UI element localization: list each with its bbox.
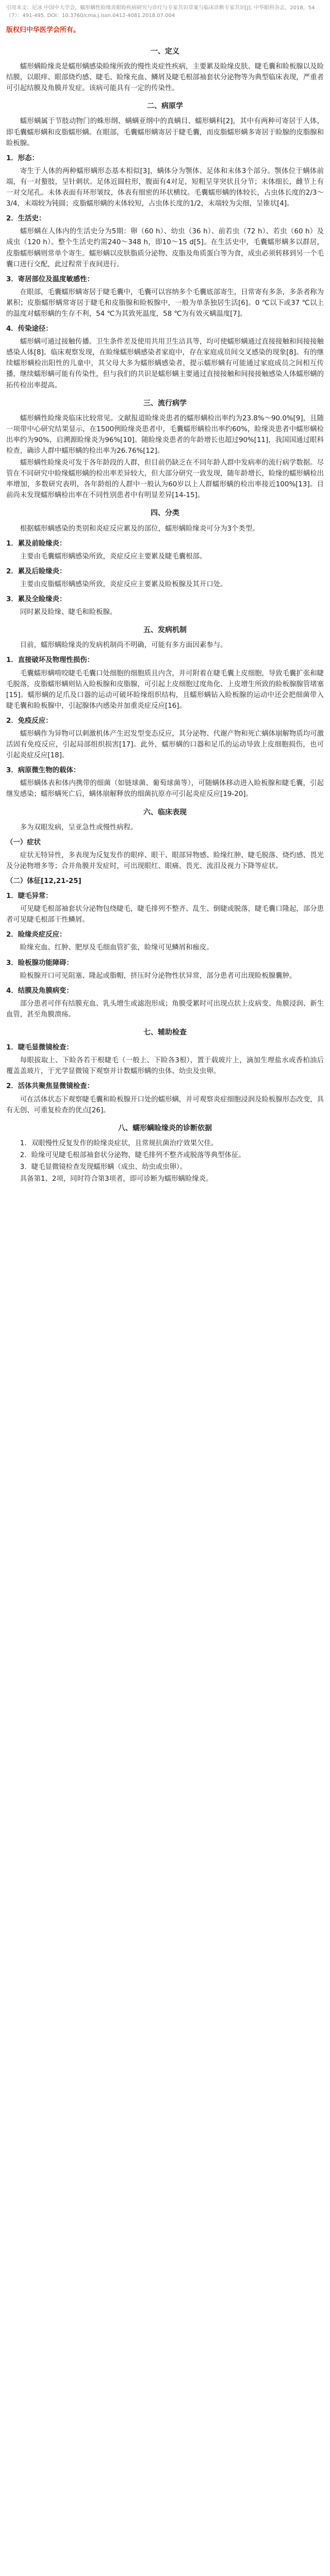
subsection-heading: 1．直接破坏及物理性损伤： xyxy=(6,656,94,665)
paragraph: 蠕形螨性睑缘炎临床比较常见。文献报道睑缘炎患者的蠕形螨检出率约为23.8%～90.0%[9]，且随一项带中心研究结果显示，在1500例睑缘炎患者中，毛囊蠕形螨检出率约60%，睑缘炎患者中蠕形螨检出率约为90%，启溯源睑缘炎为96%[10]。随睑缘炎患者的年龄增长也超过90%[11]，我国国通过眼科检查，确诊人群中蠕形螨的检出率为26.76%[12]。 xyxy=(6,414,324,455)
subsection-heading: 2．免疫反应： xyxy=(6,717,53,725)
section-title: 四、分类 xyxy=(151,509,179,518)
paragraph: 可见睫毛根部袖套状分泌物包绕睫毛，睫毛排列不整齐、乱生、倒睫或脱落，睫毛囊口隆起，部分患者可见睫毛根部干性鳞屑。 xyxy=(6,905,324,924)
paragraph: 同时累及睑缘、睫毛和睑板腺。 xyxy=(20,608,117,617)
paragraph: 可在活体状态下观察睫毛囊和睑板腺开口处的蠕形螨，并可观察炎症细胞浸润及睑板腺形态改变，具有无创、可重复检查的优点[26]。 xyxy=(6,1095,324,1114)
subsection-heading: 2．睑缘炎症反应： xyxy=(6,931,67,939)
copyright-notice: 版权归中华医学会所有。 xyxy=(6,26,80,34)
section-title: 二、病原学 xyxy=(147,102,183,111)
paragraph: 睑缘充血、红肿、肥厚及毛细血管扩张，睑缘可见鳞屑和痂皮。 xyxy=(20,944,213,952)
paragraph: 蠕形螨作为异物可以刺激机体产生迟发型变态反应，其分泌物、代谢产物和死亡螨体崩解物质均可激活固有免疫反应，引起局部组织损害[17]。此外，蠕形螨的口器和足爪的运动导致上皮细胞损伤，也可引起炎症反应[18]。 xyxy=(6,730,324,760)
subsection-heading: 1．形态： xyxy=(6,154,39,162)
paragraph: 蠕形螨属于节肢动物门的蛛形纲、螨螨亚纲中的真螨目、蠕形螨科[2]，其中有两种可寄居于人体，即毛囊蠕形螨和皮脂蠕形螨。在眼部，毛囊蠕形螨寄居于睫毛囊，而皮脂蠕形螨多寄居于睑腺的皮脂腺和睑板腺。 xyxy=(6,117,324,147)
section-title: 五、发病机制 xyxy=(143,626,187,635)
paragraph: 毛囊蠕形螨啃咬睫毛毛囊口处细胞的细胞质且内含，并可附着在睫毛囊上皮细胞，导致毛囊扩张和睫毛脱落，皮脂蠕形螨则钻入睑板腺和皮脂腺，可引起上皮细胞过度角化、上皮增生所致的睑板腺腺管堵塞[15]。蠕形螨的足爪及口器的运动可破坏睑缘组织结构，且蠕形螨钻入睑板腺的运动中还会把细菌带入睫毛囊和睑板腺中，引起腺体内感染并加重炎症反应[16]。 xyxy=(6,669,324,710)
paragraph: 根据蠕形螨感染的类别和炎症反应累及的部位，蠕形螨睑缘炎可分为3个类型。 xyxy=(20,524,259,533)
subsection-heading: 3．寄居部位及温度敏感性： xyxy=(6,275,94,283)
paragraph: 目前，蠕形螨睑缘炎的发病机制尚不明确，可能有多方面因素参与。 xyxy=(20,641,227,650)
paragraph: 蠕形螨体表和体内携带的细菌（如链球菌、葡萄球菌等），可随螨体移动进入睑板腺和睫毛囊，引起继发感染；蠕形螨死亡后，螨体崩解释放的细菌抗原亦可引起炎症反应[19-20]。 xyxy=(6,779,324,799)
paragraph: 睑板腺开口可见阻塞、隆起或脂帽，挤压时分泌物性状异常，部分患者可出现睑板腺囊肿。 xyxy=(20,972,296,980)
subsection-heading: 2．活体共聚焦显微镜检查： xyxy=(6,1082,94,1091)
paragraph: 每眼拔取上、下睑各若干根睫毛（一般上、下睑各3根），置于载玻片上，滴加生理盐水或香柏油后覆盖盖玻片，于光学显微镜下观察并计数蠕形螨的虫体、幼虫及虫卵。 xyxy=(6,1057,324,1076)
paragraph: 寄生于人体的两种蠕形螨形态基本相似[3]，螨体分为颚体、足体和末体3个部分。颚体位于螨体前端，有一对螯肢，呈针刺状。足体近圆柱形，腹面有4对足，短粗呈芽突状且分节；末体细长，雌节上有一对交尾孔。未体表面有环形皱纹，体表有细密的环状横纹。毛囊蠕形螨的体较长，占虫体长度的2/3～3/4，末端较为钝圆；皮脂蠕形螨的末体较短，占虫体长度的1/2，末端较为尖细，呈锥状[4]。 xyxy=(6,167,324,208)
paragraph: 具备第1、2项，同时符合第3项者，即可诊断为蠕形螨睑缘炎。 xyxy=(20,1175,213,1183)
paragraph: 蠕形螨睑缘炎是蠕形螨感染睑缘所致的慢性炎症性疾病，主要累及睑缘皮肤、睫毛囊和睑板腺以及睑结膜，以眼痒、眼部烧灼感、睫毛、睑缘充血、鳞屑及睫毛根部袖套状分泌物等为典型临床表现，严重者可引起结膜及角膜并发症。该病可能具有一定的传染性。 xyxy=(6,63,324,93)
subsection-heading: 4．传染途径： xyxy=(6,325,53,333)
subsection-heading: 1．累及前睑缘炎： xyxy=(6,539,67,548)
subsection-heading: （二）体征[12,21-25] xyxy=(6,877,81,885)
paragraph: 主要由毛囊蠕形螨感染所致，炎症反应主要累及睫毛囊根部。 xyxy=(20,552,207,561)
subsection-heading: 2．累及后睑缘炎： xyxy=(6,567,67,575)
paragraph: 2．睑缘可见睫毛根部袖套状分泌物、睫毛排列不整齐或脱落等典型体征。 xyxy=(20,1151,245,1159)
paragraph: 症状无特异性，多表现为反复发作的眼痒、眼干、眼部异物感、睑缘红肿、睫毛脱落、烧灼感、畏光及分泌物增多等；合并角膜并发症时，可出现眼红、眼痛、畏光、流泪及视力下降等症状。 xyxy=(6,851,324,870)
citation-header: 引用本文：尼冰 中国中大学会，蠕形螨性睑缘炎眼睑疾病研究与诊疗与专家共识草案与临床诊断专家共识[J]. 中华眼科杂志，2018，54（7）：491-495. DOI：10.3760/cma.j.issn.0412-4081.2018.07.004 xyxy=(6,5,315,19)
paragraph: 蠕形螨性睑缘炎可发于各年龄段的人群，但目前仍缺乏在不同年龄人群中发病率的流行病学数据。尽管在不同研究中睑缘蠕形螨的检出率差异较大，但大部分研究一致发现，随年龄增长，睑缘的蠕形螨检出率增加，多数研究表明，各年龄组的人群中一般认为60岁以上人群蠕形螨的检出率接近100%[13]。目前尚未发现蠕形螨检出率在不同性别患者中有明显差异[14-15]。 xyxy=(6,459,324,500)
section-title: 八、蠕形螨睑缘炎的诊断依据 xyxy=(118,1124,212,1132)
section-title: 六、临床表现 xyxy=(143,808,187,817)
subsection-heading: 3．睑板腺功能障碍： xyxy=(6,959,73,967)
section-title: 三、流行病学 xyxy=(143,399,187,408)
subsection-heading: 1．睫毛异常： xyxy=(6,892,53,901)
article-body xyxy=(0,46,330,1184)
paragraph: 在眼部，毛囊蠕形螨寄居于睫毛囊中，毛囊可以容纳多个毛囊底部寄生，日常寄有多条，多条者称为累积；皮脂蠕形螨常寄居于睫毛和皮脂腺和睑板腺中，一般为单条独居生活[6]。0 ℃以下或37 ℃以上的温度对蠕形螨的生存不利，54 ℃为其致死温度，58 ℃为有效灭螨温度[7]。 xyxy=(6,288,324,318)
subsection-heading: 4．结膜及角膜病变： xyxy=(6,987,73,995)
paragraph: 部分患者可伴有结膜充血、乳头增生或滤泡形成；角膜受累时可出现点状上皮病变、角膜浸润、新生血管，甚至角膜溃疡。 xyxy=(6,999,324,1019)
paragraph: 蠕形螨可通过接触传播。卫生条件差及使用共用卫生洁具等，均可使蠕形螨通过直接接触和间接接触感染人体[8]。临床观察发现，在睑缘蠕形螨感染者家庭中，存在家庭成员间交叉感染的现象[8]。有的继续蠕形螨检出阳性的儿童中，其父母大多为蠕形螨感染者，提示蠕形螨有可能通过家庭成员之间相互传播，继续蠕形螨可能有传染性，但与我们的共识是蠕形螨主要通过直接接触和间接接触感染人体蠕形螨的拓传检出率提高。 xyxy=(6,338,324,389)
paragraph: 蠕形螨在人体内的生活史分为5期：卵（60 h）、幼虫（36 h）、前若虫（72 h）、若虫（60 h）及成虫（120 h）。整个生活史约需240～348 h，即10～15 d[5]。在生活史中，毛囊蠕形螨多以群居，皮脂蠕形螨则常单个寄生。蠕形螨以皮肤脂质分泌物、皮脂及角质蛋白等为食，成虫必须转移到另一个毛囊口进行交配，此过程常于夜间进行。 xyxy=(6,228,324,268)
subsection-heading: （一）症状 xyxy=(6,838,41,846)
subsection-heading: 1．睫毛显微镜检查： xyxy=(6,1044,73,1052)
subsection-heading: 2．生活史： xyxy=(6,215,46,223)
section-title: 一、定义 xyxy=(151,47,179,56)
paragraph: 多为双眼发病，呈亚急性或慢性病程。 xyxy=(20,823,138,832)
paragraph: 3．睫毛显微镜检查发现蠕形螨（成虫、幼虫或虫卵）。 xyxy=(20,1163,187,1171)
paragraph: 1．双眼慢性反复发作的睑缘炎症状，且常规抗菌治疗效果欠佳。 xyxy=(20,1139,218,1147)
paragraph: 主要由皮脂蠕形螨感染所致，炎症反应主要累及睑板腺及其开口处。 xyxy=(20,580,227,588)
section-title: 七、辅助检查 xyxy=(143,1028,187,1037)
subsection-heading: 3．病原微生物的载体： xyxy=(6,767,80,775)
subsection-heading: 3．累及全睑缘炎： xyxy=(6,596,67,604)
